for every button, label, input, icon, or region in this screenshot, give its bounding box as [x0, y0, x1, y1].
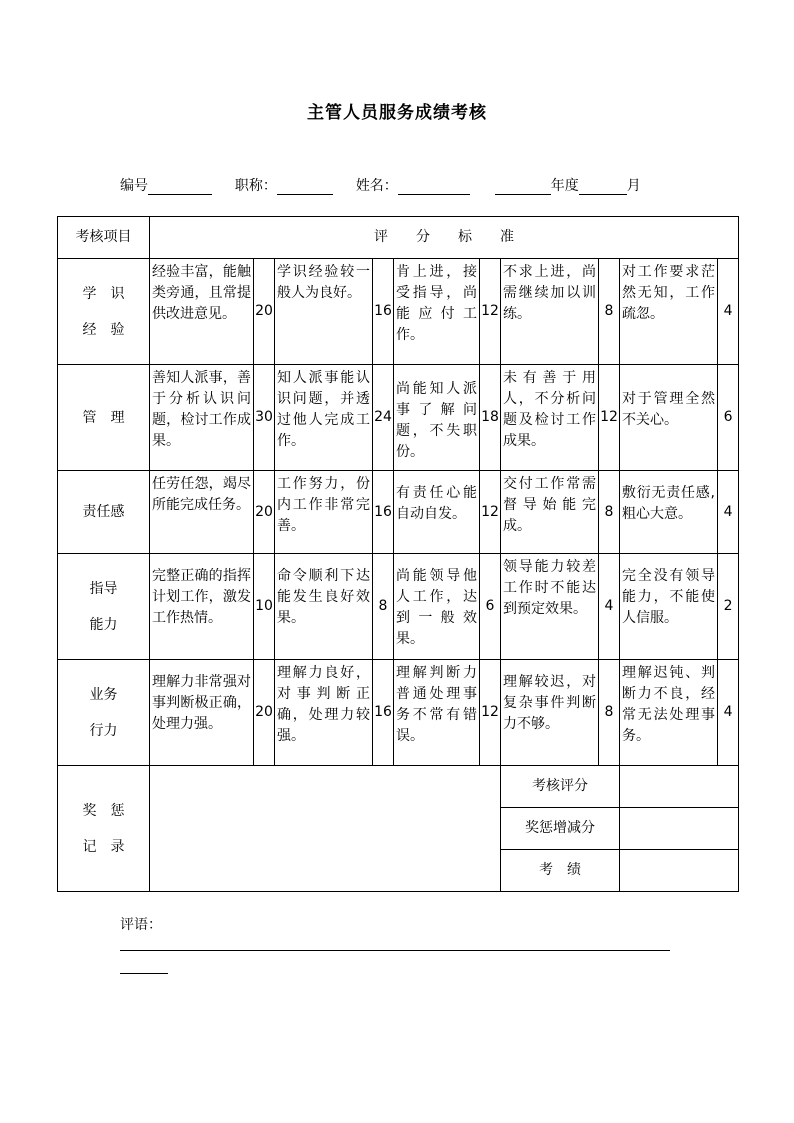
- header-standard: 评 分 标 准: [150, 217, 739, 259]
- level-score: 16: [373, 660, 394, 766]
- level-score: 8: [599, 471, 620, 554]
- category-cell: 责任感: [58, 471, 150, 554]
- level-desc: 领导能力较差工作时不能达到预定效果。: [501, 554, 599, 660]
- job-title-label: 职称：: [234, 178, 277, 194]
- level-score: 4: [718, 259, 739, 365]
- comment-line-short[interactable]: [120, 973, 168, 974]
- reward-category-cell: 奖 惩 记 录: [58, 766, 150, 892]
- level-score: 16: [373, 471, 394, 554]
- adjust-label: 奖惩增减分: [501, 808, 620, 850]
- table-row: [58, 660, 739, 766]
- result-label: 考 绩: [501, 850, 620, 892]
- level-score: 12: [480, 471, 501, 554]
- table-row: [58, 554, 739, 660]
- job-title-field[interactable]: [277, 178, 333, 195]
- level-score: 8: [373, 554, 394, 660]
- level-score: 30: [254, 365, 275, 471]
- level-desc: 敷衍无责任感,粗心大意。: [620, 471, 718, 554]
- level-score: 24: [373, 365, 394, 471]
- level-desc: 交付工作常需督导始能完成。: [501, 471, 599, 554]
- level-score: 12: [480, 259, 501, 365]
- level-score: 4: [718, 471, 739, 554]
- category-cell: 业务 行力: [58, 660, 150, 766]
- reward-record-area[interactable]: [150, 766, 501, 892]
- level-desc: 尚能领导他人工作，达到一般效果。: [394, 554, 480, 660]
- eval-score-label: 考核评分: [501, 766, 620, 808]
- level-score: 4: [718, 660, 739, 766]
- category-cell: 学 识 经 验: [58, 259, 150, 365]
- level-desc: 肯上进，接受指导，尚能应付工作。: [394, 259, 480, 365]
- header-item: 考核项目: [58, 217, 150, 259]
- level-score: 12: [599, 365, 620, 471]
- table-row: [58, 259, 739, 365]
- table-row: [58, 471, 739, 554]
- evaluation-table: [57, 216, 739, 892]
- level-desc: 任劳任怨，竭尽所能完成任务。: [150, 471, 254, 554]
- name-label: 姓名：: [355, 178, 398, 194]
- level-desc: 理解力非常强对事判断极正确，处理力强。: [150, 660, 254, 766]
- number-field[interactable]: [148, 178, 212, 195]
- level-desc: 学识经验较一般人为良好。: [275, 259, 373, 365]
- table-row: [58, 365, 739, 471]
- level-desc: 经验丰富，能触类旁通，且常提供改进意见。: [150, 259, 254, 365]
- level-score: 8: [599, 660, 620, 766]
- level-desc: 命令顺利下达能发生良好效果。: [275, 554, 373, 660]
- level-desc: 理解较迟，对复杂事件判断力不够。: [501, 660, 599, 766]
- month-field[interactable]: [579, 178, 627, 195]
- level-desc: 有责任心能自动自发。: [394, 471, 480, 554]
- level-desc: 完整正确的指挥计划工作，激发工作热情。: [150, 554, 254, 660]
- level-score: 12: [480, 660, 501, 766]
- level-desc: 知人派事能认识问题，并透过他人完成工作。: [275, 365, 373, 471]
- year-label: 年度: [550, 178, 579, 194]
- level-score: 18: [480, 365, 501, 471]
- level-desc: 完全没有领导能力，不能使人信服。: [620, 554, 718, 660]
- level-score: 6: [480, 554, 501, 660]
- level-desc: 未有善于用人，不分析问题及检讨工作成果。: [501, 365, 599, 471]
- level-desc: 善知人派事，善于分析认识问题，检讨工作成果。: [150, 365, 254, 471]
- level-desc: 工作努力，份内工作非常完善。: [275, 471, 373, 554]
- category-cell: 指导 能力: [58, 554, 150, 660]
- level-score: 4: [599, 554, 620, 660]
- level-score: 20: [254, 259, 275, 365]
- level-desc: 尚能知人派事了解问题，不失职份。: [394, 365, 480, 471]
- page-title: 主管人员服务成绩考核: [307, 103, 487, 123]
- result-field[interactable]: [620, 850, 739, 892]
- eval-score-field[interactable]: [620, 766, 739, 808]
- level-desc: 不求上进，尚需继续加以训练。: [501, 259, 599, 365]
- level-score: 20: [254, 471, 275, 554]
- month-label: 月: [626, 178, 641, 194]
- level-desc: 对工作要求茫然无知，工作疏忽。: [620, 259, 718, 365]
- number-label: 编号: [120, 178, 148, 194]
- table-header-row: [58, 217, 739, 259]
- level-score: 2: [718, 554, 739, 660]
- comment-label: 评语：: [120, 917, 162, 933]
- level-score: 20: [254, 660, 275, 766]
- level-desc: 对于管理全然不关心。: [620, 365, 718, 471]
- level-score: 6: [718, 365, 739, 471]
- category-cell: 管 理: [58, 365, 150, 471]
- year-field[interactable]: [495, 178, 551, 195]
- adjust-field[interactable]: [620, 808, 739, 850]
- comment-line[interactable]: [120, 950, 670, 951]
- level-score: 10: [254, 554, 275, 660]
- info-line: [120, 175, 641, 195]
- level-score: 8: [599, 259, 620, 365]
- reward-row: [58, 766, 739, 808]
- level-score: 16: [373, 259, 394, 365]
- level-desc: 理解迟钝、判断力不良，经常无法处理事务。: [620, 660, 718, 766]
- name-field[interactable]: [398, 178, 470, 195]
- level-desc: 理解判断力普通处理事务不常有错误。: [394, 660, 480, 766]
- level-desc: 理解力良好，对事判断正确，处理力较强。: [275, 660, 373, 766]
